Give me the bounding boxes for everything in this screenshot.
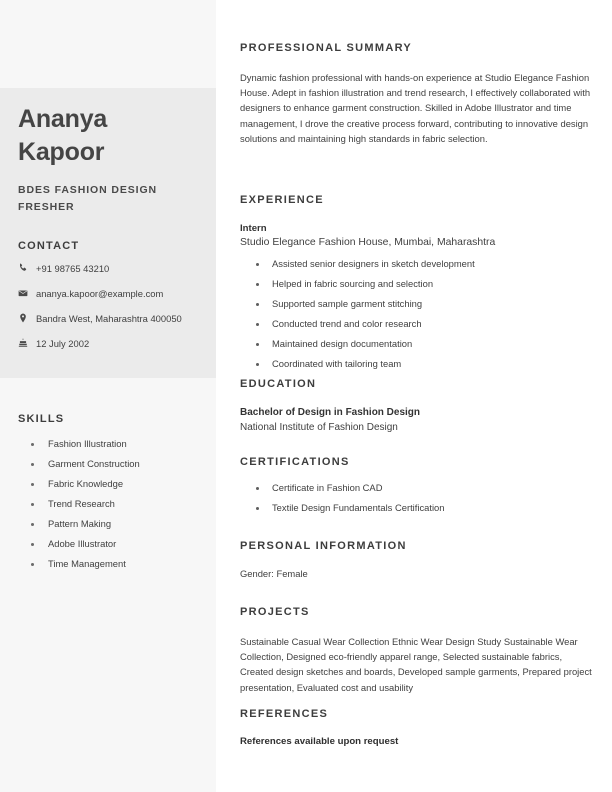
section-professional-summary xyxy=(240,42,596,146)
experience-organization: Studio Elegance Fashion House, Mumbai, Maharashtra xyxy=(240,237,496,248)
contact-item-location xyxy=(18,312,208,325)
contact-item-birthdate xyxy=(18,337,208,350)
list-item: Fashion Illustration xyxy=(18,438,208,450)
experience-bullet-list xyxy=(240,258,596,370)
list-item: Garment Construction xyxy=(18,458,208,470)
education-school: National Institute of Fashion Design xyxy=(240,422,398,433)
section-personal-information xyxy=(240,540,596,581)
personal-information-text: Gender: Female xyxy=(240,568,308,579)
contact-item-phone xyxy=(18,262,208,275)
list-item: Assisted senior designers in sketch development xyxy=(240,258,596,270)
section-education xyxy=(240,378,596,435)
skills-heading: SKILLS xyxy=(18,413,65,425)
contact-email-value: ananya.kapoor@example.com xyxy=(36,288,164,299)
list-item: Coordinated with tailoring team xyxy=(240,358,596,370)
list-item: Textile Design Fundamentals Certification xyxy=(240,502,596,514)
list-item: Helped in fabric sourcing and selection xyxy=(240,278,596,290)
experience-role: Intern xyxy=(240,223,267,234)
section-heading-professional-summary: PROFESSIONAL SUMMARY xyxy=(240,42,413,54)
section-heading-projects: PROJECTS xyxy=(240,606,310,618)
candidate-name-line-1: Ananya xyxy=(18,105,108,133)
list-item: Trend Research xyxy=(18,498,208,510)
main-content xyxy=(240,0,596,792)
contact-location-value: Bandra West, Maharashtra 400050 xyxy=(36,313,182,324)
envelope-icon xyxy=(18,287,36,298)
certifications-list xyxy=(240,482,596,514)
section-heading-experience: EXPERIENCE xyxy=(240,194,324,206)
contact-item-email xyxy=(18,287,208,300)
section-heading-references: REFERENCES xyxy=(240,708,329,720)
map-pin-icon xyxy=(18,312,36,323)
section-projects xyxy=(240,606,596,695)
education-degree: Bachelor of Design in Fashion Design xyxy=(240,407,421,418)
professional-summary-text: Dynamic fashion professional with hands-on experience at Studio Elegance Fashion House. Adept in fashion illustration and trend research, I effectively collaborated with designers to enhance garment construction. Skilled in Adobe Illustrator and time management, I drove the creative process forward, contributing to innovative design solutions and maintaining high standards in fabric selection. xyxy=(240,72,591,144)
list-item: Maintained design documentation xyxy=(240,338,596,350)
candidate-name xyxy=(18,103,204,169)
section-certifications xyxy=(240,456,596,522)
contact-heading: CONTACT xyxy=(18,240,80,252)
sidebar xyxy=(0,0,216,792)
projects-text: Sustainable Casual Wear Collection Ethnic Wear Design Study Sustainable Wear Collection, Designed eco-friendly apparel range, Selected sustainable fabrics, Created design sketches and boards, Developed sample garments, Prepared project presentation, Evaluated cost and usability xyxy=(240,636,592,693)
list-item: Conducted trend and color research xyxy=(240,318,596,330)
section-heading-education: EDUCATION xyxy=(240,378,317,390)
candidate-name-line-2: Kapoor xyxy=(18,138,105,166)
list-item: Supported sample garment stitching xyxy=(240,298,596,310)
list-item: Adobe Illustrator xyxy=(18,538,208,550)
list-item: Pattern Making xyxy=(18,518,208,530)
contact-list xyxy=(18,262,208,350)
skills-list xyxy=(18,438,208,578)
list-item: Time Management xyxy=(18,558,208,570)
birthday-cake-icon xyxy=(18,337,36,348)
section-heading-certifications: CERTIFICATIONS xyxy=(240,456,350,468)
section-experience xyxy=(240,194,596,378)
section-references xyxy=(240,708,596,747)
list-item: Certificate in Fashion CAD xyxy=(240,482,596,494)
references-text: References available upon request xyxy=(240,736,399,747)
contact-phone-value: +91 98765 43210 xyxy=(36,263,110,274)
candidate-job-title: BDES FASHION DESIGN FRESHER xyxy=(18,184,158,213)
contact-birthdate-value: 12 July 2002 xyxy=(36,338,90,349)
section-heading-personal-information: PERSONAL INFORMATION xyxy=(240,540,407,552)
phone-icon xyxy=(18,262,36,273)
list-item: Fabric Knowledge xyxy=(18,478,208,490)
